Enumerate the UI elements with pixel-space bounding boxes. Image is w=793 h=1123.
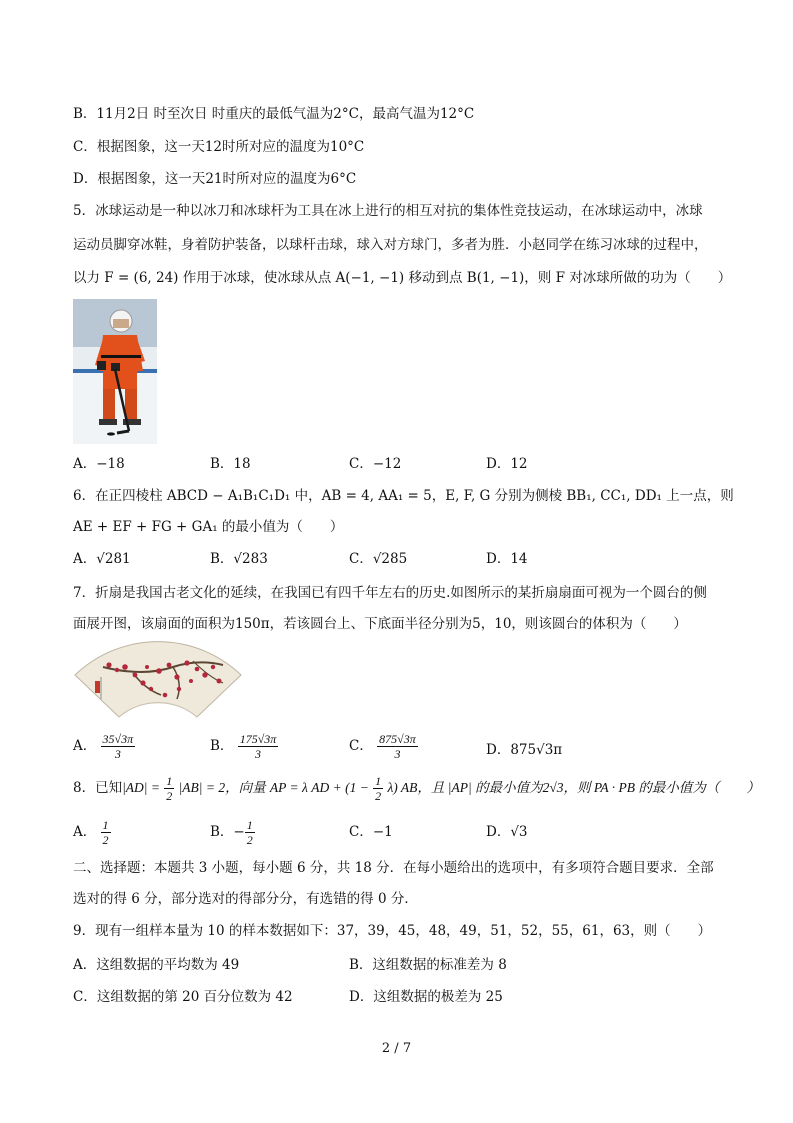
q8-half-fraction — [164, 774, 174, 803]
q8-text-b: |AB| = 2，向量 — [178, 780, 266, 795]
q6-line-2: AE + EF + FG + GA₁ 的最小值为（ ） — [73, 519, 344, 535]
q4-option-b: B．11月2日 时至次日 时重庆的最低气温为2°C，最高气温为12°C — [73, 106, 475, 122]
ice-hockey-photo — [73, 299, 157, 444]
q7-line-2: 面展开图，该扇面的面积为150π，若该圆台上、下底面半径分别为5，10，则该圆台的体积为（ ） — [73, 616, 687, 632]
q8-text-a: |AD| = — [122, 780, 160, 795]
folding-fan-image — [73, 637, 243, 721]
q9-line-1: 9．现有一组样本量为 10 的样本数据如下：37，39，45，48，49，51，52，55，61，63，则（ ） — [73, 923, 712, 939]
q7-option-b-fraction — [238, 732, 279, 761]
q8-half-num-2: 1 — [375, 774, 382, 788]
q8-option-b-den: 2 — [246, 833, 253, 847]
q7-option-b-numerator: 175√3π — [239, 732, 277, 746]
q6-option-c: C．√285 — [349, 551, 408, 567]
q7-option-d: D．875√3π — [486, 742, 563, 758]
q5-option-c: C．−12 — [349, 456, 402, 472]
q7-option-a-fraction — [101, 732, 136, 761]
q7-option-c-denominator: 3 — [394, 747, 401, 761]
q8-option-a-den: 2 — [102, 833, 109, 847]
q8-text-c: AP = λ AD + (1 − — [269, 780, 369, 795]
q7-option-c — [349, 732, 418, 761]
q8-half-den-2: 2 — [375, 789, 382, 803]
q8-option-b — [210, 818, 255, 847]
q9-option-d: D．这组数据的极差为 25 — [349, 989, 503, 1005]
q9-option-a: A．这组数据的平均数为 49 — [73, 957, 240, 973]
q8-half-den: 2 — [166, 789, 173, 803]
q7-option-a-denominator: 3 — [114, 747, 121, 761]
q8-label: 8．已知 — [73, 780, 123, 796]
q5-line-2: 运动员脚穿冰鞋，身着防护装备，以球杆击球，球入对方球门，多者为胜．小赵同学在练习冰球的过程中， — [73, 237, 708, 253]
q8-half-fraction-2 — [373, 774, 383, 803]
q8-text-d: λ) AB，且 |AP| 的最小值为2√3，则 PA · PB 的最小值为（ ） — [387, 780, 760, 795]
q7-option-a-label: A． — [73, 738, 97, 754]
page-number: 2 / 7 — [381, 1041, 412, 1056]
q7-option-a — [73, 732, 135, 761]
q8-option-b-num: 1 — [246, 818, 253, 832]
q7-option-b — [210, 732, 278, 761]
section2-line-2: 选对的得 6 分，部分选对的得部分分，有选错的得 0 分． — [73, 891, 418, 907]
q8-option-a-label: A． — [73, 824, 97, 840]
q5-line-1: 5．冰球运动是一种以冰刀和冰球杆为工具在冰上进行的相互对抗的集体性竞技运动，在冰球运动中，冰球 — [73, 203, 703, 219]
q9-option-b: B．这组数据的标准差为 8 — [349, 957, 507, 973]
q4-option-d: D．根据图象，这一天21时所对应的温度为6°C — [73, 171, 357, 187]
q8-option-c: C．−1 — [349, 824, 393, 840]
q7-option-b-denominator: 3 — [255, 747, 262, 761]
q8-half-num: 1 — [166, 774, 173, 788]
q5-option-a: A．−18 — [73, 456, 125, 472]
q7-option-c-numerator: 875√3π — [379, 732, 416, 746]
q6-option-b: B．√283 — [210, 551, 268, 567]
q5-option-d: D．12 — [486, 456, 528, 472]
q9-option-c: C．这组数据的第 20 百分位数为 42 — [73, 989, 293, 1005]
q8-option-d: D．√3 — [486, 824, 528, 840]
q8-option-a-fraction — [101, 818, 111, 847]
q6-option-a: A．√281 — [73, 551, 131, 567]
q4-option-c: C．根据图象，这一天12时所对应的温度为10°C — [73, 139, 365, 155]
q8-option-a-num: 1 — [102, 818, 109, 832]
q7-option-a-numerator: 35√3π — [102, 732, 134, 746]
q7-option-c-label: C． — [349, 738, 373, 754]
q7-option-b-label: B． — [210, 738, 234, 754]
section2-line-1: 二、选择题：本题共 3 小题，每小题 6 分，共 18 分．在每小题给出的选项中，有多项符合题目要求．全部 — [73, 860, 714, 876]
q5-line-3: 以力 F = (6, 24) 作用于冰球，使冰球从点 A(−1, −1) 移动到点 B(1, −1)，则 F 对冰球所做的功为（ ） — [73, 270, 732, 286]
q7-line-1: 7．折扇是我国古老文化的延续，在我国已有四千年左右的历史.如图所示的某折扇扇面可视为一个圆台的侧 — [73, 585, 707, 601]
q8-option-a — [73, 818, 111, 847]
q6-option-d: D．14 — [486, 551, 528, 567]
q6-line-1: 6．在正四棱柱 ABCD − A₁B₁C₁D₁ 中，AB = 4, AA₁ = 5，E, F, G 分别为侧棱 BB₁, CC₁, DD₁ 上一点，则 — [73, 488, 734, 504]
q8-option-b-fraction — [245, 818, 255, 847]
q5-option-b: B．18 — [210, 456, 251, 472]
q8-line — [73, 774, 760, 803]
q8-option-b-label: B．− — [210, 824, 245, 840]
q7-option-c-fraction — [377, 732, 418, 761]
